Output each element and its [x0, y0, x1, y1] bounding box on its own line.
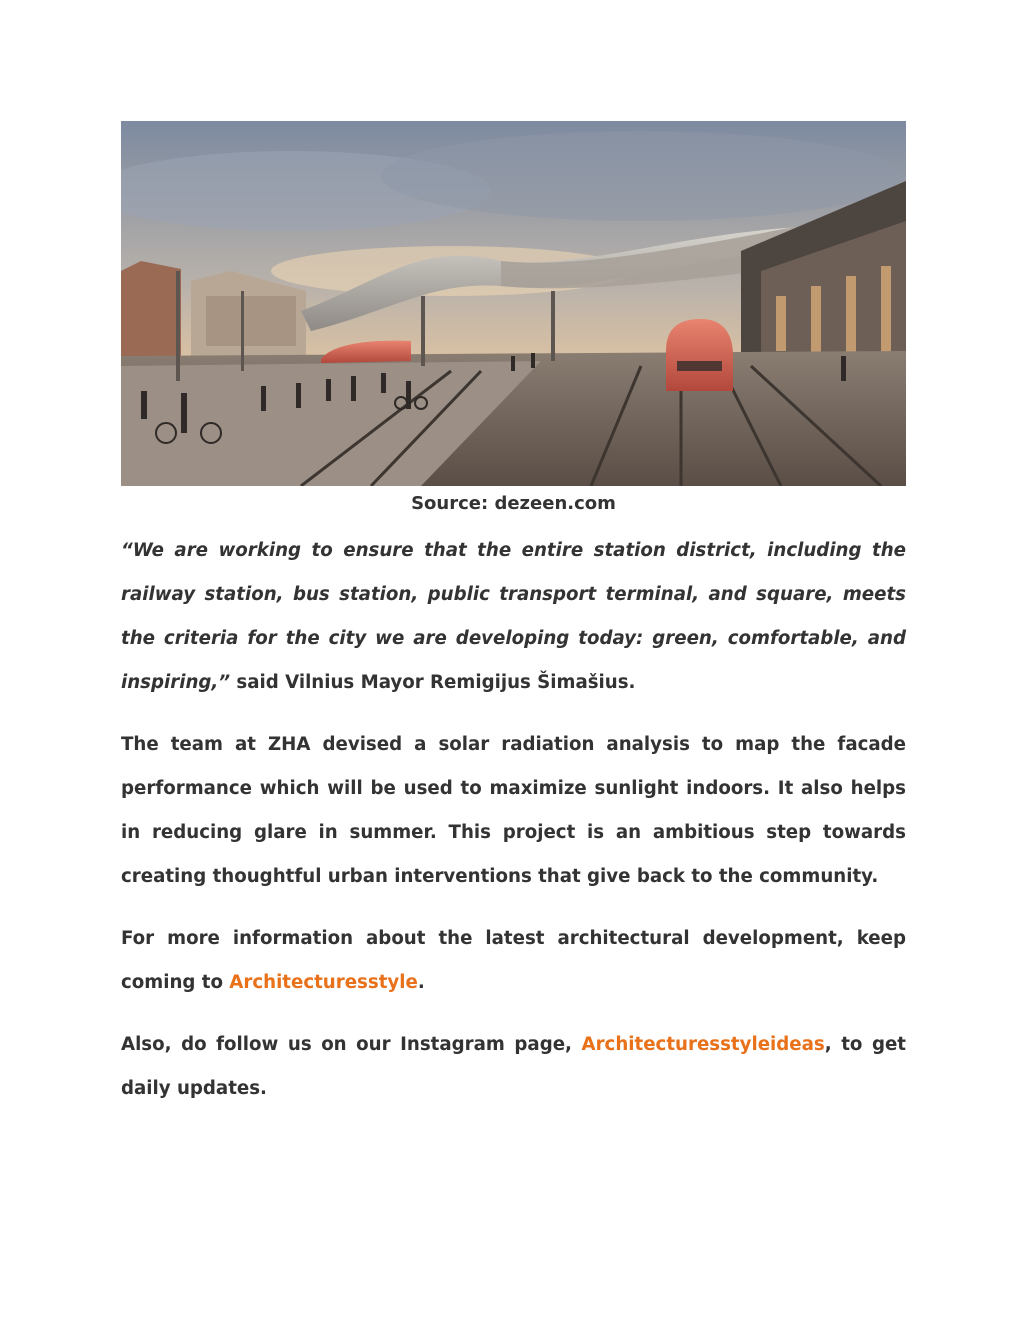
more-info-paragraph	[121, 917, 906, 1005]
architecturesstyle-link[interactable]: Architecturesstyle	[229, 972, 418, 993]
more-info-period: .	[417, 972, 425, 993]
more-info-text: For more information about the latest architectural development, keep coming to	[121, 928, 906, 993]
architecturesstyleideas-link[interactable]: Architecturesstyleideas	[581, 1034, 825, 1055]
instagram-text-end: , to get daily updates.	[121, 1034, 906, 1099]
instagram-paragraph	[121, 1023, 906, 1111]
quote-attribution: said Vilnius Mayor Remigijus Šimašius.	[230, 672, 636, 693]
document-page	[121, 121, 906, 1111]
quote-text: “We are working to ensure that the entire station district, including the railway station, bus station, public transport terminal, and square, meets the criteria for the city we are developing today: green, comfortable, and inspiring,”	[121, 540, 906, 693]
zha-analysis-paragraph: The team at ZHA devised a solar radiation analysis to map the facade performance which will be used to maximize sunlight indoors. It also helps in reducing glare in summer. This project is an ambitious step towards creating thoughtful urban interventions that give back to the community.	[121, 734, 906, 887]
instagram-text: Also, do follow us on our Instagram page,	[121, 1034, 582, 1055]
station-rendering-image	[121, 121, 906, 486]
image-caption: Source: dezeen.com	[411, 493, 616, 514]
mayor-quote-paragraph	[121, 529, 906, 705]
